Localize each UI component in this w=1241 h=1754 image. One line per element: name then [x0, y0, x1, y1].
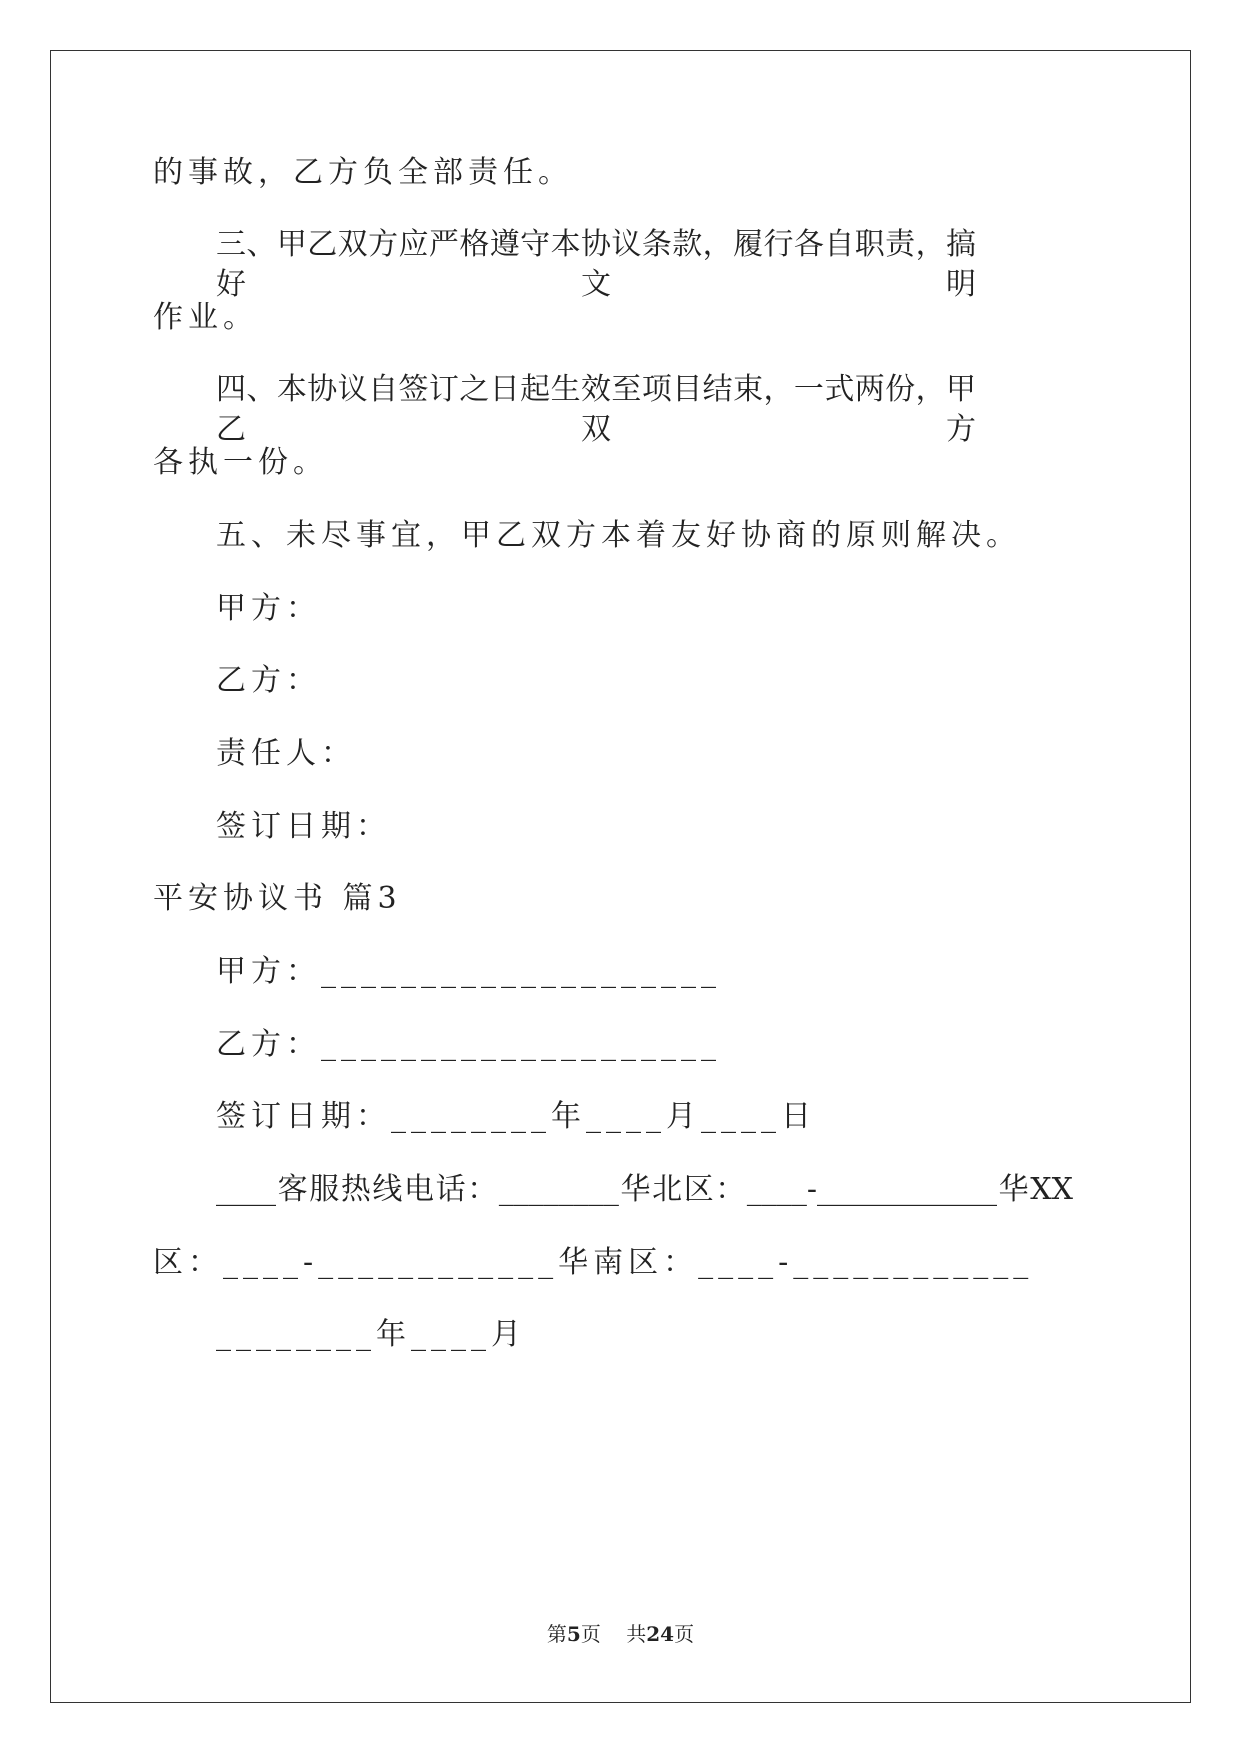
responsible-person-label: 责任人：: [216, 736, 356, 771]
hotline-line-2: 区：____-____________华南区：____-____________: [153, 1245, 1034, 1280]
footer-page-number: 5: [566, 1622, 581, 1646]
footer-mid: 页 共: [580, 1622, 647, 1646]
clause-3-line-1: 三、甲乙双方应严格遵守本协议条款，履行各自职责，搞好文明: [216, 227, 976, 302]
section-title: 平安协议书 篇3: [153, 881, 402, 916]
page-footer: [0, 1622, 1241, 1646]
clause-4-line-2: 各执一份。: [153, 445, 328, 480]
signing-date-field: 签订日期：________年____月____日: [216, 1099, 816, 1134]
party-b-field: 乙方：____________________: [216, 1027, 721, 1062]
year-month-field: ________年____月: [216, 1317, 526, 1352]
party-a-label: 甲方：: [216, 591, 321, 626]
footer-prefix: 第: [546, 1622, 567, 1646]
clause-4-line-1: 四、本协议自签订之日起生效至项目结束，一式两份，甲乙双方: [216, 372, 976, 447]
paragraph-line: 的事故，乙方负全部责任。: [153, 155, 573, 190]
footer-total-pages: 24: [646, 1622, 675, 1646]
party-b-label: 乙方：: [216, 663, 321, 698]
clause-5: 五、未尽事宜，甲乙双方本着友好协商的原则解决。: [216, 518, 1021, 553]
party-a-field: 甲方：____________________: [216, 954, 721, 989]
footer-suffix: 页: [674, 1622, 695, 1646]
hotline-line-1: ____客服热线电话：________华北区：____-____________华XX: [216, 1172, 1073, 1207]
signing-date-label: 签订日期：: [216, 809, 391, 844]
clause-3-line-2: 作业。: [153, 300, 258, 335]
